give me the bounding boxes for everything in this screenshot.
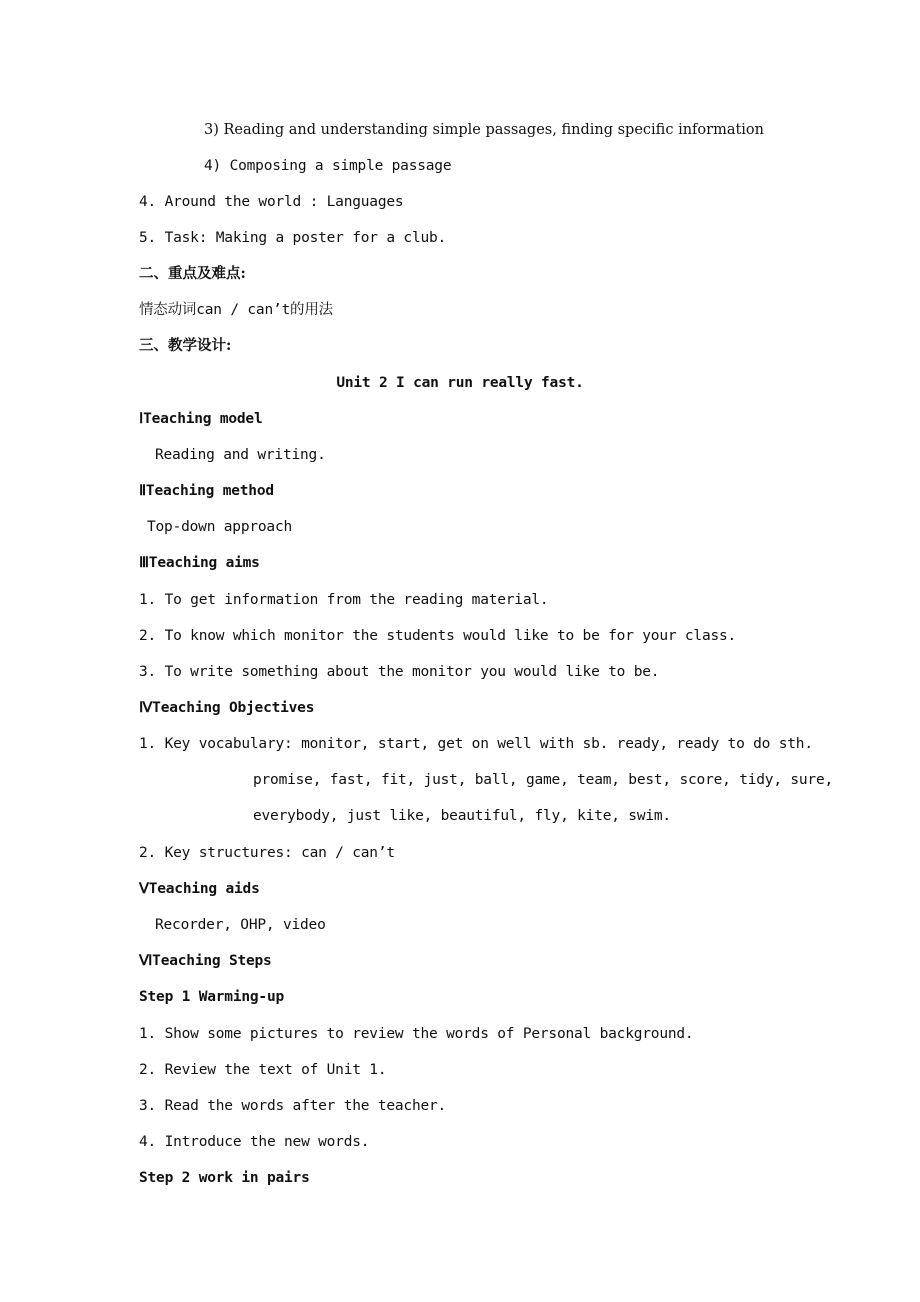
teaching-method-text: Top-down approach [147,519,293,535]
content-item-task: 5. Task: Making a poster for a club. [139,230,447,246]
heading-teaching-aims: ⅢTeaching aims [139,555,260,571]
skill-item-composing: 4) Composing a simple passage [204,158,452,174]
step-1-heading: Step 1 Warming-up [139,989,285,1005]
step-1-item-4: 4. Introduce the new words. [139,1134,370,1150]
section-heading-teaching-design: 三、教学设计: [139,337,232,354]
objective-vocabulary-continued-2: everybody, just like, beautiful, fly, kite, swim. [253,808,671,824]
objective-key-vocabulary: 1. Key vocabulary: monitor, start, get on well with sb. ready, ready to do sth. [139,736,813,752]
step-1-item-2: 2. Review the text of Unit 1. [139,1062,387,1078]
skill-item-reading: 3) Reading and understanding simple passages, finding specific information [204,122,764,138]
teaching-model-text: Reading and writing. [155,447,326,463]
aim-item-3: 3. To write something about the monitor you would like to be. [139,664,660,680]
heading-teaching-aids: ⅤTeaching aids [139,881,260,897]
aim-item-1: 1. To get information from the reading material. [139,592,549,608]
step-1-item-1: 1. Show some pictures to review the words of Personal background. [139,1026,694,1042]
heading-teaching-model: ⅠTeaching model [139,411,263,427]
heading-teaching-objectives: ⅣTeaching Objectives [139,700,315,716]
objective-vocabulary-continued-1: promise, fast, fit, just, ball, game, team, best, score, tidy, sure, [253,772,834,788]
heading-teaching-method: ⅡTeaching method [139,483,274,499]
aim-item-2: 2. To know which monitor the students would like to be for your class. [139,628,737,644]
heading-teaching-steps: ⅥTeaching Steps [139,953,272,969]
teaching-aids-text: Recorder, OHP, video [155,917,326,933]
content-item-around-the-world: 4. Around the world : Languages [139,194,404,210]
step-1-item-3: 3. Read the words after the teacher. [139,1098,447,1114]
objective-key-structures: 2. Key structures: can / can’t [139,845,395,861]
unit-title: Unit 2 I can run really fast. [336,375,584,391]
section-heading-key-points: 二、重点及难点: [139,265,246,282]
key-points-text: 情态动词can / can’t的用法 [139,302,333,318]
step-2-heading: Step 2 work in pairs [139,1170,310,1186]
